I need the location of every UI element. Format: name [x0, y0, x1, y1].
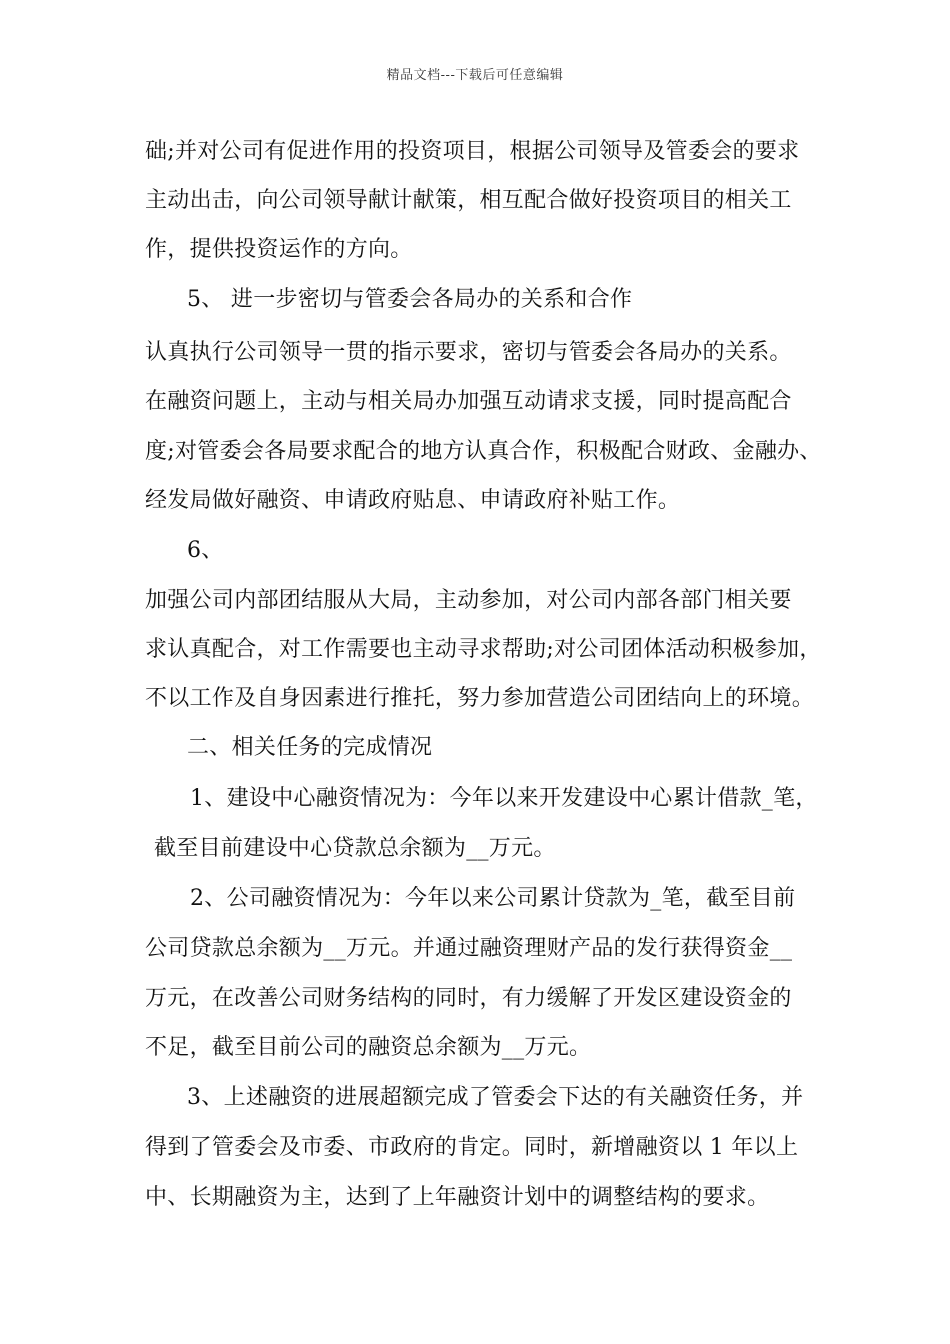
- paragraph-line: 作，提供投资运作的方向。: [145, 237, 413, 262]
- paragraph-line: 1、建设中心融资情况为：今年以来开发建设中心累计借款_笔，: [190, 786, 818, 811]
- paragraph-line: 经发局做好融资、申请政府贴息、申请政府补贴工作。: [145, 488, 681, 513]
- paragraph-line: 求认真配合，对工作需要也主动寻求帮助;对公司团体活动积极参加，: [145, 637, 822, 662]
- paragraph-line: 加强公司内部团结服从大局，主动参加，对公司内部各部门相关要: [145, 588, 792, 613]
- paragraph-line: 公司贷款总余额为__万元。并通过融资理财产品的发行获得资金__: [145, 936, 793, 961]
- paragraph-line: 础;并对公司有促进作用的投资项目，根据公司领导及管委会的要求: [145, 139, 800, 164]
- section-heading-5: 5、 进一步密切与管委会各局办的关系和合作: [187, 287, 633, 312]
- paragraph-line: 3、上述融资的进展超额完成了管委会下达的有关融资任务，并: [187, 1085, 804, 1110]
- section-heading-2: 二、相关任务的完成情况: [187, 735, 433, 760]
- paragraph-line: 2、公司融资情况为：今年以来公司累计贷款为_笔，截至目前: [190, 886, 796, 911]
- section-heading-6: 6、: [187, 538, 224, 563]
- paragraph-line: 不以工作及自身因素进行推托，努力参加营造公司团结向上的环境。: [145, 686, 815, 711]
- paragraph-line: 主动出击，向公司领导献计献策，相互配合做好投资项目的相关工: [145, 188, 792, 213]
- paragraph-line: 得到了管委会及市委、市政府的肯定。同时，新增融资以 1 年以上: [145, 1135, 799, 1160]
- paragraph-line: 万元，在改善公司财务结构的同时，有力缓解了开发区建设资金的: [145, 986, 792, 1011]
- paragraph-line: 认真执行公司领导一贯的指示要求，密切与管委会各局办的关系。: [145, 340, 792, 365]
- paragraph-line: 中、长期融资为主，达到了上年融资计划中的调整结构的要求。: [145, 1185, 770, 1210]
- paragraph-line: 在融资问题上，主动与相关局办加强互动请求支援，同时提高配合: [145, 389, 792, 414]
- paragraph-line: 不足，截至目前公司的融资总余额为__万元。: [145, 1035, 592, 1060]
- paragraph-line: 度;对管委会各局要求配合的地方认真合作，积极配合财政、金融办、: [145, 439, 822, 464]
- paragraph-line: 截至目前建设中心贷款总余额为__万元。: [154, 836, 556, 861]
- page-header: 精品文档---下载后可任意编辑: [386, 68, 564, 83]
